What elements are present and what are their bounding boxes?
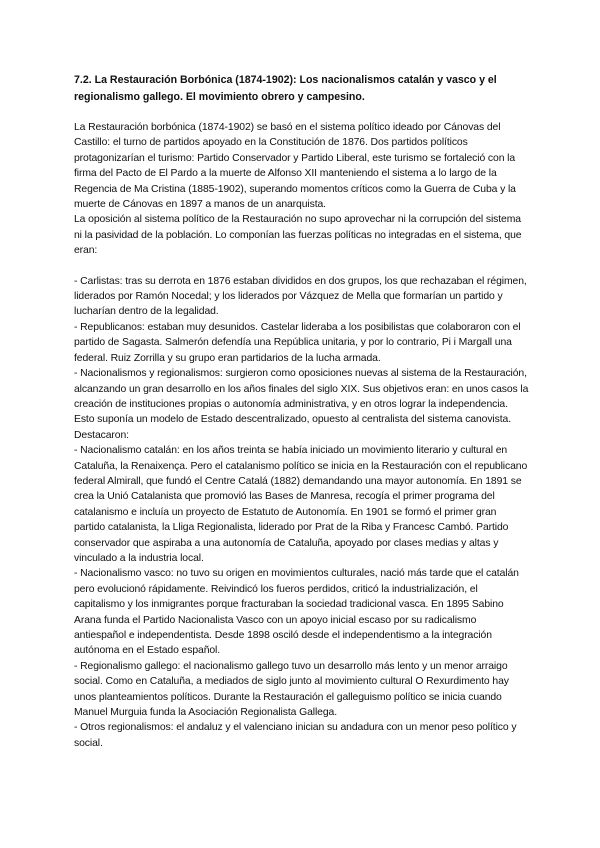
document-page xyxy=(74,72,530,751)
list-item-nacionalismos: - Nacionalismos y regionalismos: surgieron como oposiciones nuevas al sistema de la Restauración, alcanzando un gran desarrollo en los años finales del siglo XIX. Sus objetivos eran: en unos casos la creación de instituciones propias o autonomía administrativa, y en otros lograr la independencia. Esto suponía un modelo de Estado descentralizado, opuesto al centralista del sistema canovista. Destacaron: xyxy=(74,368,529,441)
opposition-paragraph: La oposición al sistema político de la Restauración no supo aprovechar ni la corrupción del sistema ni la pasividad de la población. Lo componían las fuerzas políticas no integradas en el sistema, que eran: xyxy=(74,214,522,257)
paragraph-spacer xyxy=(74,259,530,274)
list-item-otros: - Otros regionalismos: el andaluz y el valenciano inician su andadura con un menor peso político y social. xyxy=(74,722,517,749)
list-item-vasco: - Nacionalismo vasco: no tuvo su origen en movimientos culturales, nació más tarde que el catalán pero evolucionó rápidamente. Reivindicó los fueros perdidos, criticó la industrialización, el capitalismo y los inmigrantes porque fracturaban la sociedad tradicional vasca. En 1895 Sabino Arana funda el Partido Nacionalista Vasco con un apoyo inicial escaso por su radicalismo antiespañol e independentista. Desde 1898 osciló desde el independentismo a la integración autónoma en el Estado español. xyxy=(74,568,519,657)
intro-paragraph: La Restauración borbónica (1874-1902) se basó en el sistema político ideado por Cánovas del Castillo: el turno de partidos apoyado en la Constitución de 1876. Dos partidos políticos protagonizarían el turismo: Partido Conservador y Partido Liberal, este turismo se fortaleció con la firma del Pacto de El Pardo a la muerte de Alfonso XII manteniendo el sistema a lo largo de la Regencia de Ma Cristina (1885-1902), superando momentos críticos como la Guerra de Cuba y la muerte de Cánovas en 1897 a manos de un anarquista. xyxy=(74,122,516,211)
list-item-republicanos: - Republicanos: estaban muy desunidos. Castelar lideraba a los posibilistas que colaboraron con el partido de Sagasta. Salmerón defendía una República unitaria, y por lo contrario, Pi i Margall una federal. Ruiz Zorrilla y su grupo eran partidarios de la lucha armada. xyxy=(74,321,521,364)
document-title: 7.2. La Restauración Borbónica (1874-1902): Los nacionalismos catalán y vasco y el regionalismo gallego. El movimiento obrero y campesino. xyxy=(74,74,497,103)
list-item-carlistas: - Carlistas: tras su derrota en 1876 estaban divididos en dos grupos, los que rechazaban el régimen, liderados por Ramón Nocedal; y los liderados por Vázquez de Mella que formarían un partido y lucharían dentro de la legalidad. xyxy=(74,275,527,318)
list-item-catalan: - Nacionalismo catalán: en los años treinta se había iniciado un movimiento literario y cultural en Cataluña, la Renaixença. Pero el catalanismo político se inicia en la Restauración con el republicano federal Almirall, que fundó el Centre Catalá (1882) demandando una mayor autonomía. En 1891 se crea la Unió Catalanista que promovió las Bases de Manresa, recogía el primer programa del catalanismo e incluía un proyecto de Estatuto de Autonomía. En 1901 se formó el primer gran partido catalanista, la Lliga Regionalista, liderado por Prat de la Riba y Francesc Cambó. Partido conservador que aspiraba a una autonomía de Cataluña, apoyado por clases medias y altas y vinculado a la industria local. xyxy=(74,445,528,564)
opposition-list xyxy=(74,274,530,752)
list-item-gallego: - Regionalismo gallego: el nacionalismo gallego tuvo un desarrollo más lento y un menor arraigo social. Como en Cataluña, a mediados de siglo junto al movimiento cultural O Rexurdimento hay unos planteamientos políticos. Durante la Restauración el galleguismo político se inicia cuando Manuel Murguia funda la Asociación Regionalista Gallega. xyxy=(74,660,509,719)
